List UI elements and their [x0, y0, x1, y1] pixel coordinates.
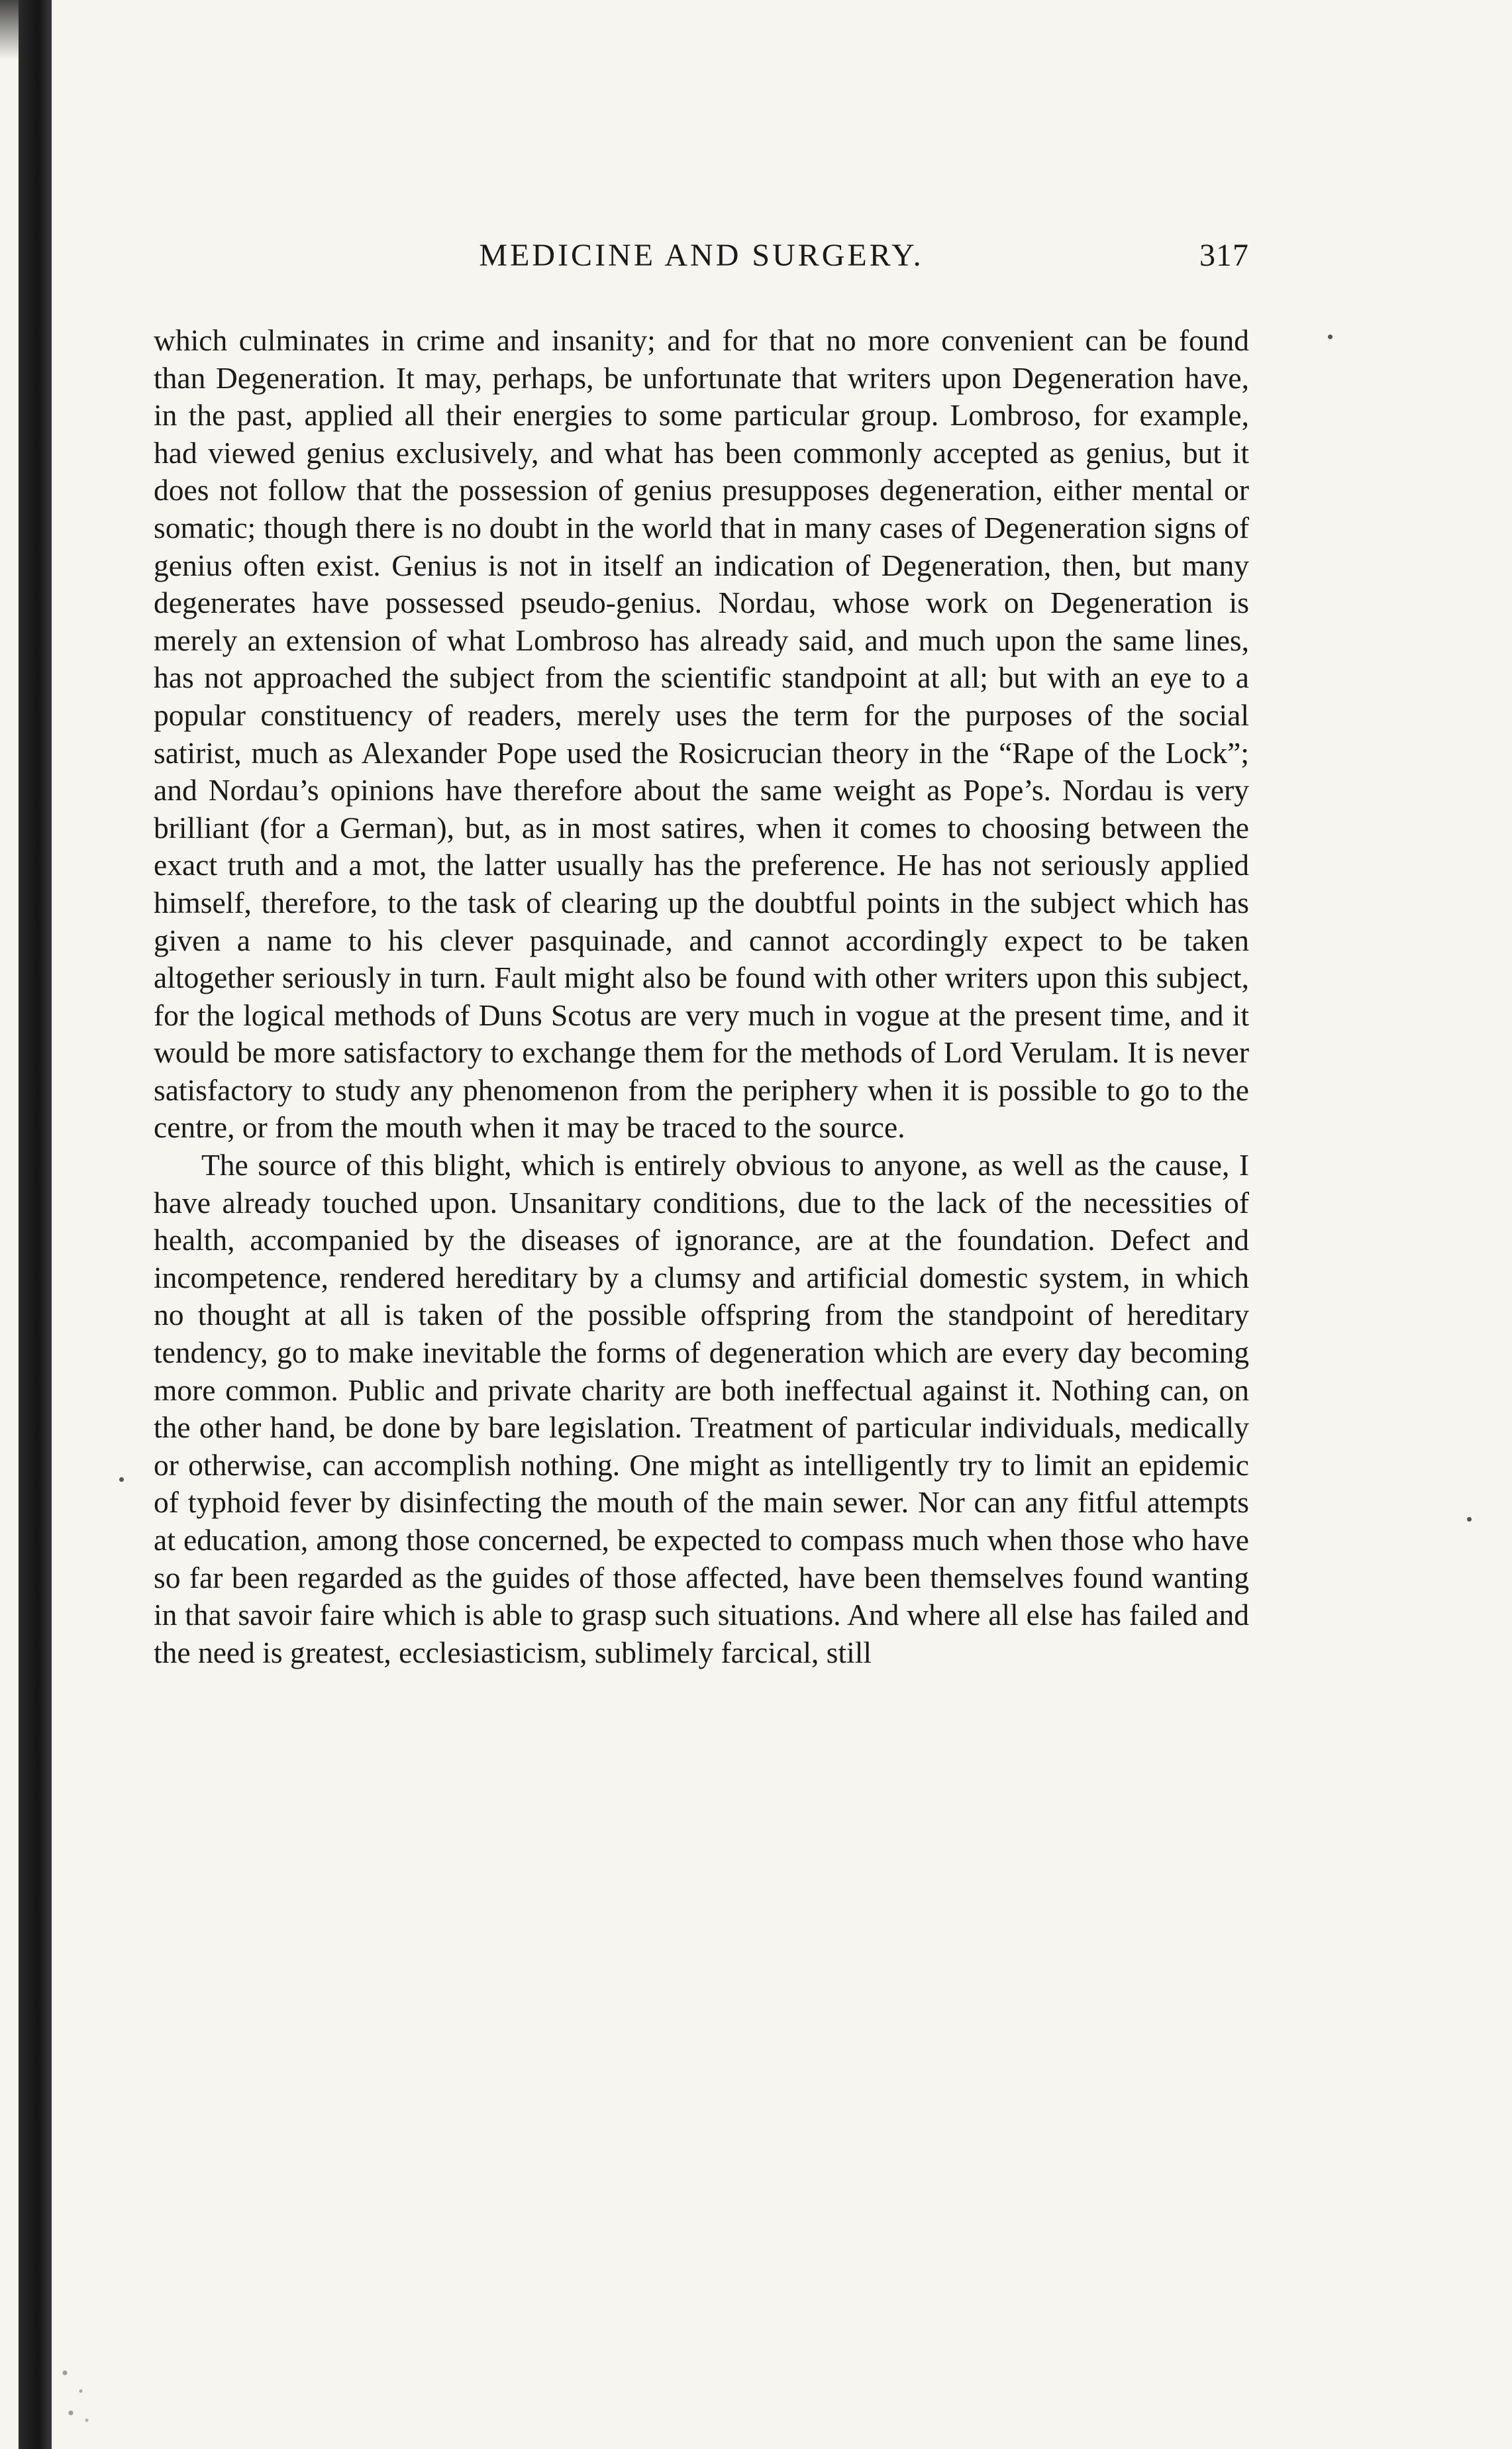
body-text	[154, 322, 1249, 1671]
page-number: 317	[1199, 238, 1249, 273]
margin-dot	[119, 1477, 124, 1482]
scan-speck	[57, 2358, 97, 2431]
book-binding-edge	[19, 0, 52, 2449]
book-page	[154, 237, 1249, 1671]
margin-dot	[1467, 1517, 1472, 1522]
running-title: MEDICINE AND SURGERY.	[479, 238, 924, 273]
paragraph-1: which culminates in crime and insanity; and for that no more convenient can be found than Degeneration. It may, perhaps, be unfortunate that writers upon Degeneration have, in the past, applied all their energies to some particular group. Lombroso, for example, had viewed genius exclusively, and what has been commonly accepted as genius, but it does not follow that the possession of genius presupposes degeneration, either mental or somatic; though there is no doubt in the world that in many cases of Degeneration signs of genius often exist. Genius is not in itself an indication of Degeneration, then, but many degenerates have possessed pseudo-genius. Nordau, whose work on Degeneration is merely an extension of what Lombroso has already said, and much upon the same lines, has not approached the subject from the scientific standpoint at all; but with an eye to a popular constituency of readers, merely uses the term for the purposes of the social satirist, much as Alexander Pope used the Rosicrucian theory in the “Rape of the Lock”; and Nordau’s opinions have therefore about the same weight as Pope’s. Nordau is very brilliant (for a German), but, as in most satires, when it comes to choosing between the exact truth and a mot, the latter usually has the preference. He has not seriously applied himself, therefore, to the task of clearing up the doubtful points in the subject which has given a name to his clever pasquinade, and cannot accordingly expect to be taken altogether seriously in turn. Fault might also be found with other writers upon this subject, for the logical methods of Duns Scotus are very much in vogue at the present time, and it would be more satisfactory to exchange them for the methods of Lord Verulam. It is never satisfactory to study any phenomenon from the periphery when it is possible to go to the centre, or from the mouth when it may be traced to the source.	[154, 323, 1249, 1145]
paragraph-2: The source of this blight, which is entirely obvious to anyone, as well as the cause, I have already touched upon. Unsanitary conditions, due to the lack of the necessities of health, accompanied by the diseases of ignorance, are at the foundation. Defect and incompetence, rendered hereditary by a clumsy and artificial domestic system, in which no thought at all is taken of the possible offspring from the standpoint of hereditary tendency, go to make inevitable the forms of degeneration which are every day becoming more common. Public and private charity are both ineffectual against it. Nothing can, on the other hand, be done by bare legislation. Treatment of particular individuals, medically or otherwise, can accomplish nothing. One might as intelligently try to limit an epidemic of typhoid fever by disinfecting the mouth of the main sewer. Nor can any fitful attempts at education, among those concerned, be expected to compass much when those who have so far been regarded as the guides of those affected, have been themselves found wanting in that savoir faire which is able to grasp such situations. And where all else has failed and the need is greatest, ecclesiasticism, sublimely farcical, still	[154, 1148, 1249, 1669]
margin-dot	[1328, 335, 1333, 339]
running-head	[154, 237, 1249, 284]
